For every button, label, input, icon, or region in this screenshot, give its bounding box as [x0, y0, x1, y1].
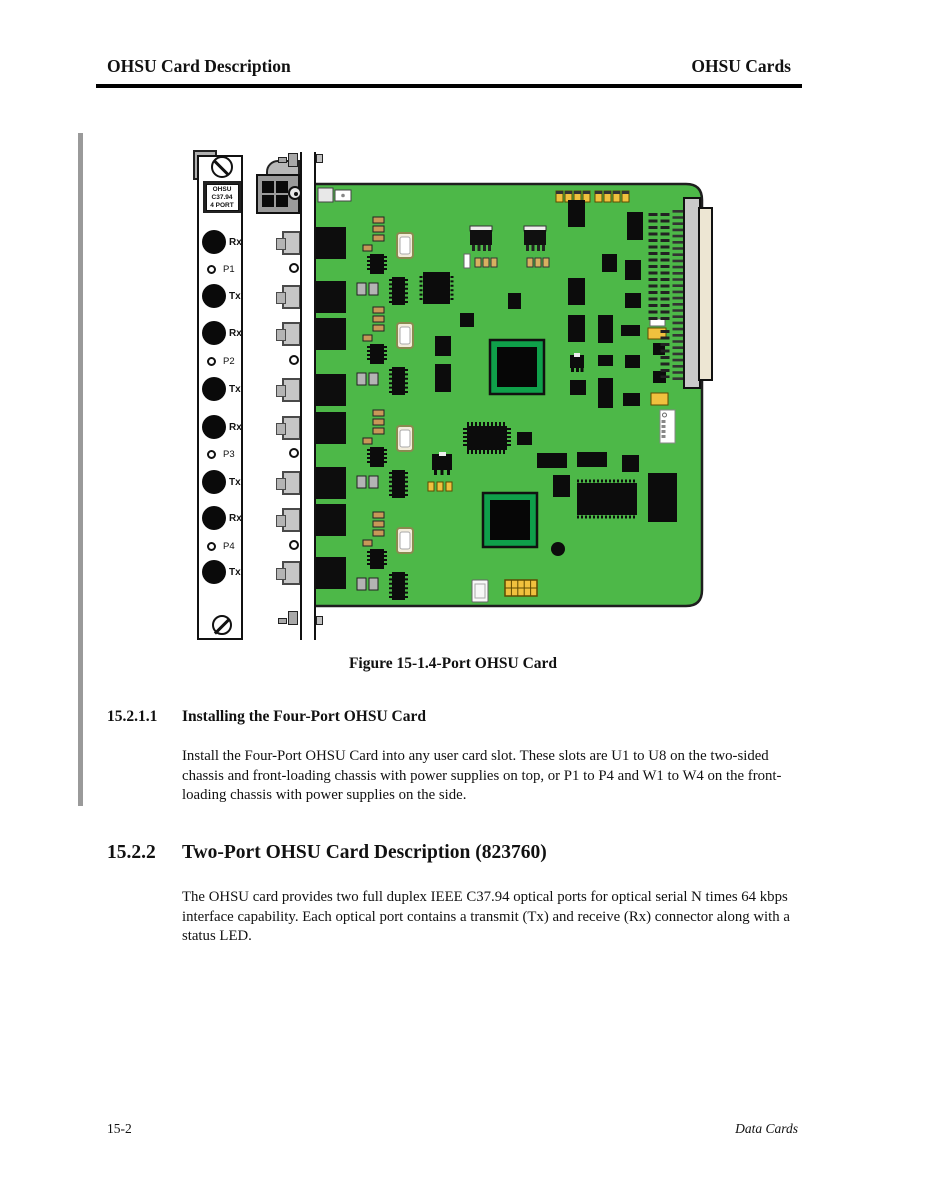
figure-ohsu-card: [190, 148, 730, 648]
section-number: 15.2.1.1: [107, 708, 158, 725]
led-circle: [207, 450, 216, 459]
section-title: Installing the Four-Port OHSU Card: [182, 708, 426, 725]
pcb-pin-header: [660, 410, 675, 443]
led-circle: [207, 265, 216, 274]
header-rule: [96, 84, 802, 88]
optic-lens-icon: [288, 186, 302, 200]
led-side-view: [289, 355, 299, 365]
section-body: The OHSU card provides two full duplex IEEE C37.94 optical ports for optical serial N times 64 kbps interface capability. Each optical port contains a transmit (Tx) and receive (Rx) connector along with a status LED.: [182, 889, 790, 945]
tx-connector: Tx: [202, 470, 241, 494]
rx-connector: Rx: [202, 506, 242, 530]
optical-connector-side: [282, 322, 301, 346]
port-led: P4: [202, 541, 235, 552]
tx-connector: Tx: [202, 284, 241, 308]
change-bar: [78, 133, 83, 806]
optical-connector-side: [282, 508, 301, 532]
section-body: Install the Four-Port OHSU Card into any user card slot. These slots are U1 to U8 on the two-sided chassis and front-loading chassis with power supplies on top, or P1 to P4 and W1 to W4 on the front-loading chassis with power supplies on the side.: [182, 748, 782, 804]
wing-screw-icon: [288, 153, 298, 167]
header-right-title: OHSU Cards: [691, 56, 791, 76]
screw-icon: [212, 615, 232, 635]
connector-circle: [202, 284, 226, 308]
pcb-main-chip-1: [490, 340, 544, 394]
page-header: [107, 56, 791, 77]
wing-screw-icon: [288, 611, 298, 625]
wing-screw-icon: [278, 157, 287, 163]
section-title: Two-Port OHSU Card Description (823760): [182, 842, 547, 863]
led-side-view: [289, 540, 299, 550]
optical-connector-side: [282, 416, 301, 440]
optical-connector-side: [282, 285, 301, 309]
panel-label-line3: 4 PORT: [210, 201, 234, 209]
led-circle: [207, 357, 216, 366]
connector-circle: [202, 506, 226, 530]
connector-circle: [202, 415, 226, 439]
tx-connector: Tx: [202, 377, 241, 401]
led-side-view: [289, 263, 299, 273]
rx-connector: Rx: [202, 321, 242, 345]
page-number: 15-2: [107, 1121, 132, 1136]
wing-screw-icon: [316, 154, 323, 163]
pcb-main-chip-2: [483, 493, 537, 547]
led-circle: [207, 542, 216, 551]
figure-caption: Figure 15-1.4-Port OHSU Card: [348, 655, 558, 672]
header-left-title: OHSU Card Description: [107, 56, 291, 76]
optical-connector-side: [282, 471, 301, 495]
pcb-latch: [318, 188, 351, 202]
pcb-small-caps: [428, 482, 452, 491]
port-led: P3: [202, 449, 235, 460]
optical-connector-side: [282, 561, 301, 585]
rx-connector: Rx: [202, 415, 242, 439]
pcb-grid-connector: [505, 580, 537, 596]
connector-circle: [202, 321, 226, 345]
page-footer: [107, 1121, 798, 1137]
connector-circle: [202, 230, 226, 254]
port-led: P2: [202, 356, 235, 367]
optical-connector-side: [282, 231, 301, 255]
optical-connector-side: [282, 378, 301, 402]
connector-circle: [202, 377, 226, 401]
led-side-view: [289, 448, 299, 458]
pcb-illustration: [312, 178, 717, 614]
section-number: 15.2.2: [107, 842, 156, 863]
connector-circle: [202, 560, 226, 584]
tx-connector: Tx: [202, 560, 241, 584]
panel-label-line2: C37.94: [211, 193, 233, 201]
port-led: P1: [202, 264, 235, 275]
wing-screw-icon: [316, 616, 323, 625]
faceplate-strip: [300, 152, 316, 640]
wing-screw-icon: [278, 618, 287, 624]
rx-connector: Rx: [202, 230, 242, 254]
connector-circle: [202, 470, 226, 494]
panel-label: [203, 181, 241, 213]
screw-icon: [211, 156, 233, 178]
panel-label-line1: OHSU: [212, 185, 232, 193]
footer-right-text: Data Cards: [735, 1121, 798, 1136]
